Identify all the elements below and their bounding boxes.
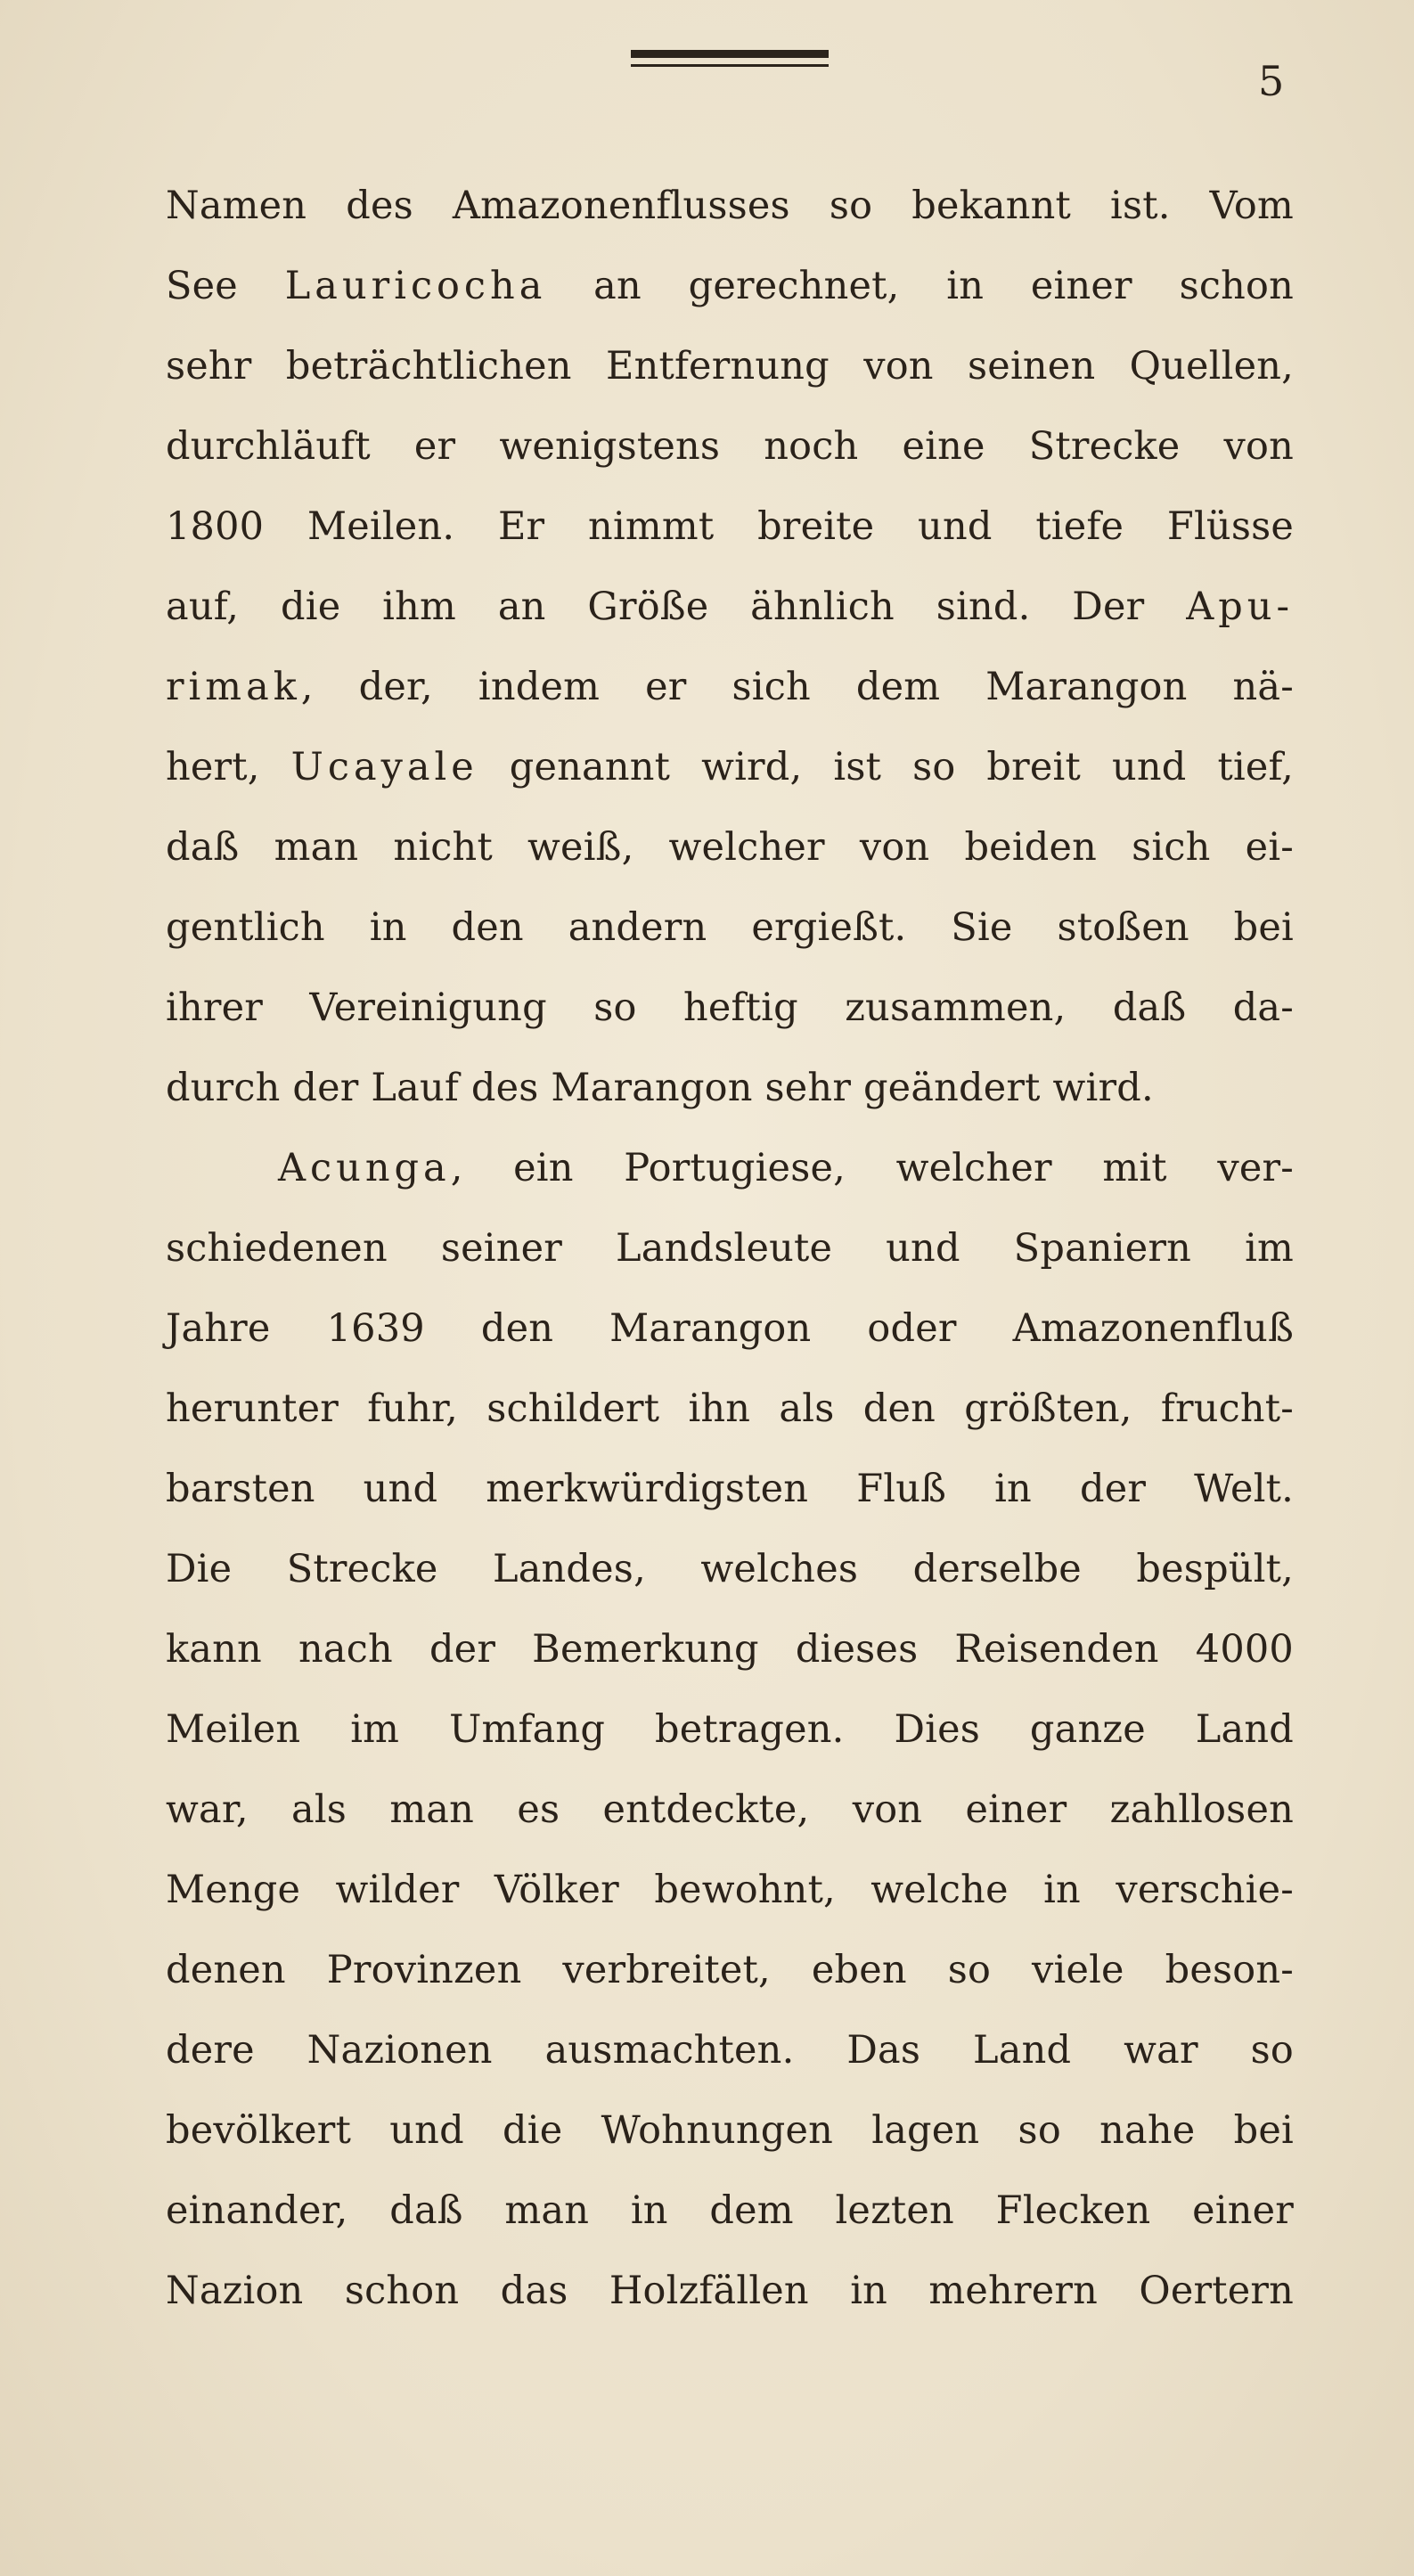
text-line: auf, die ihm an Größe ähnlich sind. Der Apu- <box>166 585 1294 629</box>
text-line: Die Strecke Landes, welches derselbe bespült, <box>166 1547 1294 1591</box>
text-line: Menge wilder Völker bewohnt, welche in verschie- <box>166 1868 1294 1912</box>
text-line: kann nach der Bemerkung dieses Reisenden 4000 <box>166 1627 1294 1672</box>
text-line: denen Provinzen verbreitet, eben so viele beson- <box>166 1948 1294 1992</box>
header-ornament-rule <box>631 50 829 73</box>
text-line: rimak, der, indem er sich dem Marangon nä- <box>166 665 1294 709</box>
text-line: ihrer Vereinigung so heftig zusammen, daß da- <box>166 985 1294 1030</box>
text-line: barsten und merkwürdigsten Fluß in der Welt. <box>166 1467 1294 1511</box>
text-line: war, als man es entdeckte, von einer zahllosen <box>166 1787 1294 1832</box>
text-line: hert, Ucayale genannt wird, ist so breit und tief, <box>166 745 1294 789</box>
text-line: einander, daß man in dem lezten Flecken einer <box>166 2188 1294 2233</box>
text-line: durchläuft er wenigstens noch eine Strecke von <box>166 424 1294 469</box>
body-text <box>166 166 1294 2331</box>
text-line: schiedenen seiner Landsleute und Spaniern im <box>166 1226 1294 1271</box>
text-line: See Lauricocha an gerechnet, in einer schon <box>166 264 1294 308</box>
text-line: sehr beträchtlichen Entfernung von seinen Quellen, <box>166 344 1294 388</box>
paragraph-start-line: Acunga, ein Portugiese, welcher mit ver- <box>278 1146 1294 1190</box>
text-line: Nazion schon das Holzfällen in mehrern Oertern <box>166 2269 1294 2313</box>
text-line: bevölkert und die Wohnungen lagen so nahe bei <box>166 2108 1294 2153</box>
text-line: gentlich in den andern ergießt. Sie stoßen bei <box>166 905 1294 950</box>
text-line: Jahre 1639 den Marangon oder Amazonenfluß <box>166 1306 1294 1351</box>
header-rule-thick-line <box>631 50 829 58</box>
paragraph-end-line: durch der Lauf des Marangon sehr geändert wird. <box>166 1066 1154 1110</box>
text-line: herunter fuhr, schildert ihn als den größten, frucht- <box>166 1386 1294 1431</box>
text-line: dere Nazionen ausmachten. Das Land war so <box>166 2028 1294 2073</box>
text-line: Meilen im Umfang betragen. Dies ganze Land <box>166 1707 1294 1752</box>
text-line: daß man nicht weiß, welcher von beiden sich ei- <box>166 825 1294 870</box>
page-number: 5 <box>1258 57 1285 105</box>
header-rule-thin-line <box>631 64 829 67</box>
text-line: 1800 Meilen. Er nimmt breite und tiefe Flüsse <box>166 504 1294 549</box>
text-line: Namen des Amazonenflusses so bekannt ist. Vom <box>166 184 1294 228</box>
